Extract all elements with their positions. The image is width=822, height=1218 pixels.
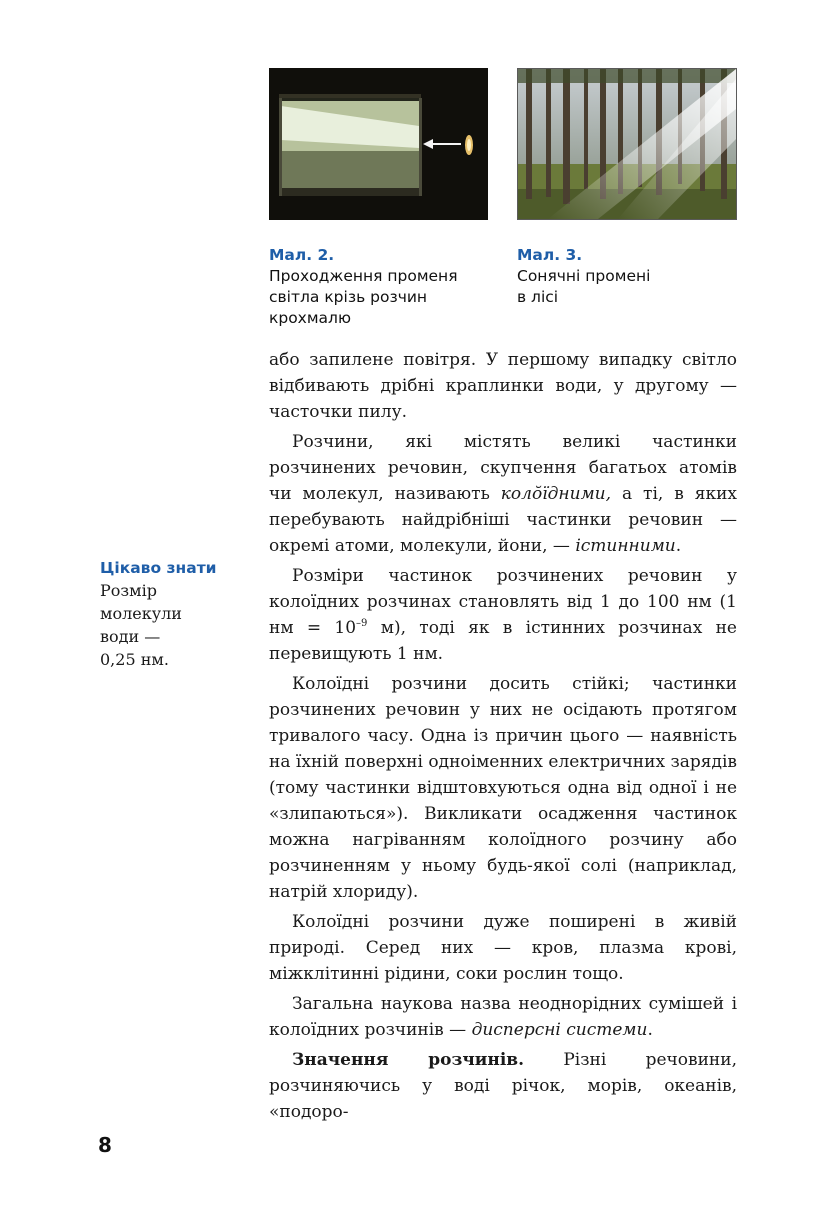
paragraph bbox=[269, 563, 737, 667]
interesting-fact-sidebar bbox=[100, 557, 240, 671]
sidebar-title: Цікаво знати bbox=[100, 559, 217, 577]
term-true-solutions: істинними bbox=[575, 536, 676, 556]
figure-3-caption-line: в лісі bbox=[517, 288, 559, 306]
figure-3-label: Мал. 3. bbox=[517, 246, 583, 264]
figure-2-label: Мал. 2. bbox=[269, 246, 335, 264]
figure-3-caption-line: Сонячні промені bbox=[517, 267, 651, 285]
sidebar-line: Розмір bbox=[100, 581, 157, 600]
figure-3-caption bbox=[517, 245, 717, 308]
sidebar-line: води — bbox=[100, 627, 161, 646]
text-run: м), тоді як в істинних розчинах не перевищують 1 нм. bbox=[269, 618, 737, 664]
text-run: а ті, в яких перебувають найдрібніші частинки речовин — окремі атоми, молекули, йони, — bbox=[269, 484, 737, 556]
paragraph bbox=[269, 991, 737, 1043]
sidebar-line: 0,25 нм. bbox=[100, 650, 169, 669]
paragraph: або запилене повітря. У першому випадку світло відбивають дрібні краплинки води, у другому — часточки пилу. bbox=[269, 350, 737, 422]
figure-2-caption-line: крохмалю bbox=[269, 309, 352, 327]
main-text-column bbox=[269, 347, 737, 1125]
paragraph bbox=[269, 1047, 737, 1125]
figure-forest-sunrays-photo bbox=[517, 68, 737, 220]
paragraph bbox=[269, 429, 737, 559]
figure-starch-solution-photo bbox=[269, 68, 488, 220]
figure-2-caption bbox=[269, 245, 484, 329]
text-run: Загальна наукова назва неоднорідних сумішей і колоїдних розчинів — bbox=[269, 994, 737, 1040]
figure-2-caption-line: світла крізь розчин bbox=[269, 288, 428, 306]
exponent: –9 bbox=[356, 618, 368, 629]
text-run: Розчини, які містять великі частинки розчинених речовин, скупчення багатьох атомів чи молекул, називають bbox=[269, 432, 737, 504]
paragraph: Колоїдні розчини досить стійкі; частинки розчинених речовин у них не осідають протягом тривалого часу. Одна із причин цього — наявність на їхній поверхні одноіменних електричних зарядів (тому частинки відштовхуються одна від одної і не «злипаються»). Викликати осадження частинок можна нагріванням колоїдного розчину або розчиненням у ньому будь-якої солі (наприклад, натрій хлориду). bbox=[269, 674, 737, 902]
paragraph: Колоїдні розчини дуже поширені в живій природі. Серед них — кров, плазма крові, міжклітинні рідини, соки рослин тощо. bbox=[269, 912, 737, 984]
sidebar-line: молекули bbox=[100, 604, 182, 623]
section-heading-inline: Значення розчинів. bbox=[292, 1050, 525, 1070]
page-number: 8 bbox=[98, 1133, 112, 1157]
text-run: Розміри частинок розчинених речовин у колоїдних розчинах становлять від 1 до 100 нм (1 нм = 10 bbox=[269, 566, 737, 638]
term-colloidal: коло̆їдними, bbox=[500, 484, 612, 504]
forest-sunrays-illustration bbox=[518, 69, 736, 219]
text-run: . bbox=[675, 536, 682, 556]
starch-beam-illustration bbox=[269, 68, 488, 220]
figure-2-caption-line: Проходження променя bbox=[269, 267, 458, 285]
term-disperse-systems: дисперсні системи bbox=[471, 1020, 648, 1040]
text-run: Різні речовини, розчиняючись у воді річок, морів, океанів, «подоро- bbox=[269, 1050, 737, 1122]
text-run: . bbox=[647, 1020, 653, 1040]
